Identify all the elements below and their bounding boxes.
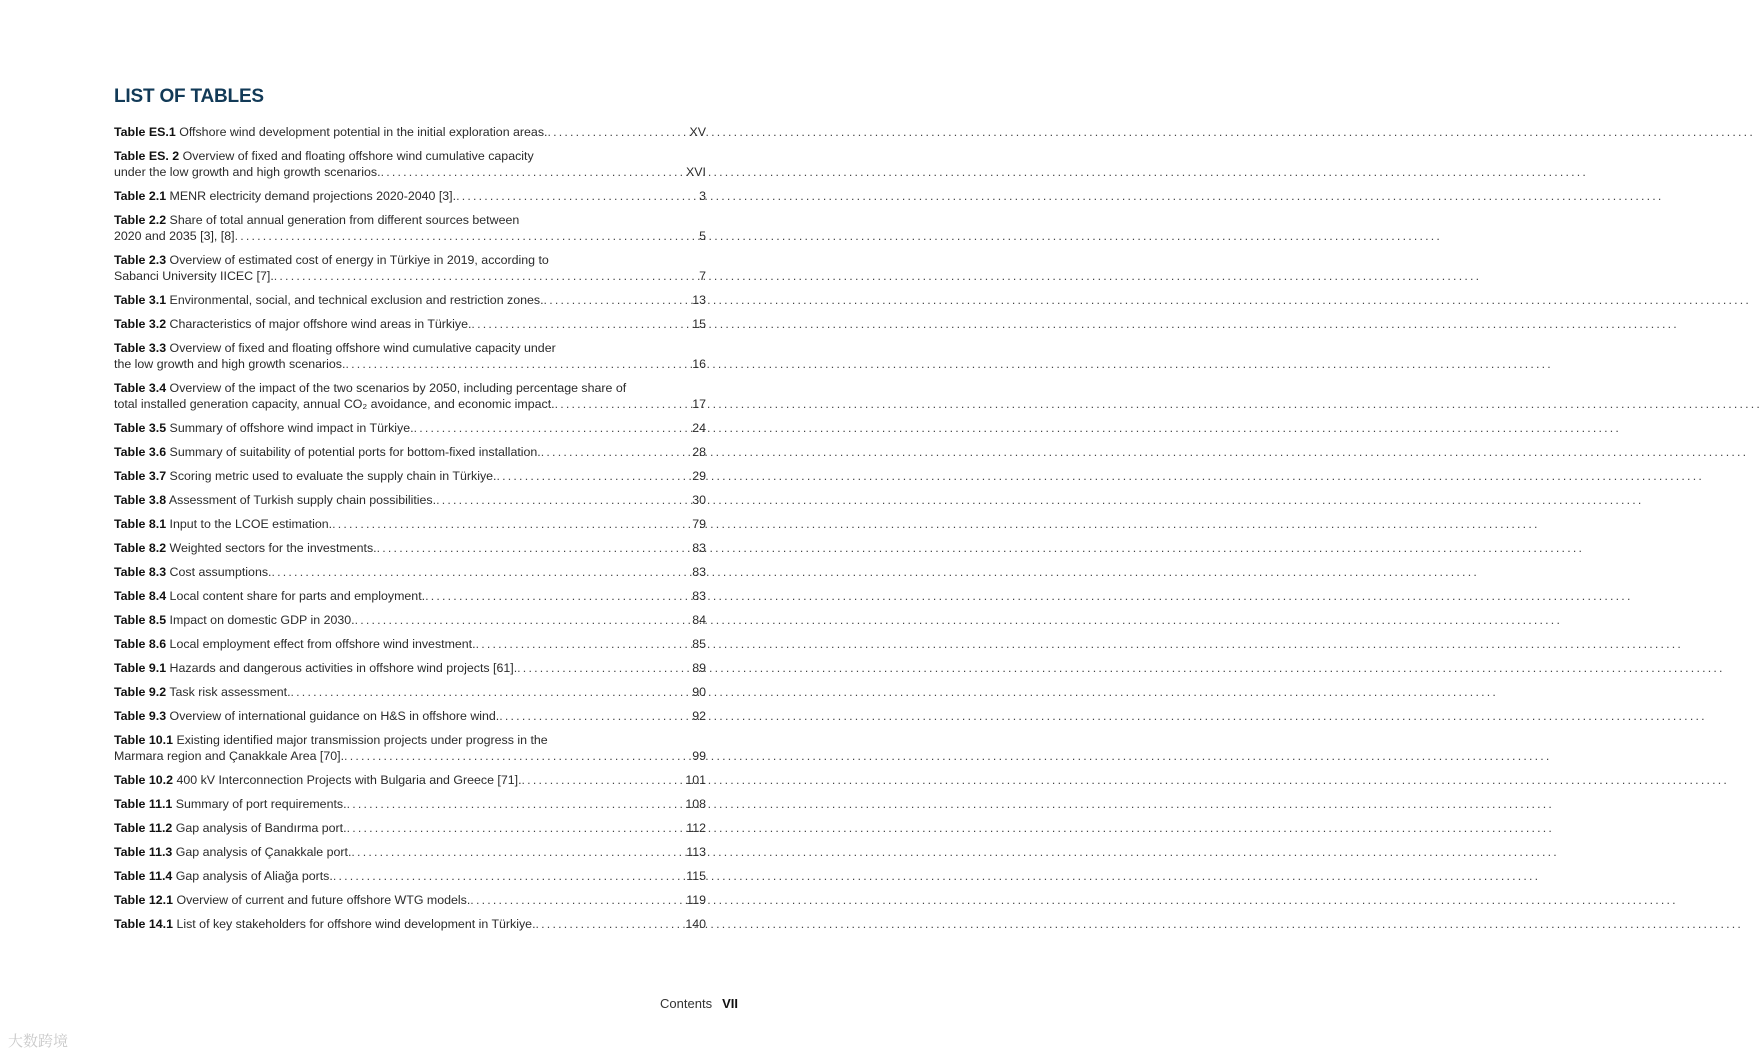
toc-entry[interactable]	[114, 796, 706, 812]
entry-last-line	[114, 748, 706, 764]
entry-page-number: 16	[692, 357, 706, 371]
entry-label: Table 11.1	[114, 797, 173, 811]
toc-entry[interactable]	[114, 540, 706, 556]
entry-line	[114, 708, 706, 724]
dot-leader	[381, 164, 685, 180]
entry-label: Table 3.5	[114, 421, 167, 435]
entry-label: Table 11.4	[114, 869, 173, 883]
entry-label: Table 8.5	[114, 613, 167, 627]
entry-title-wrap	[114, 772, 522, 788]
entry-title: 400 kV Interconnection Projects with Bulgaria and Greece [71].	[173, 773, 522, 787]
toc-entry[interactable]	[114, 564, 706, 580]
entry-title-wrap	[114, 820, 347, 836]
entry-title: Overview of current and future offshore WTG models.	[173, 893, 471, 907]
dot-leader	[471, 316, 691, 332]
entry-title-wrap	[114, 564, 271, 580]
entry-title-start: Overview of estimated cost of energy in Türkiye in 2019, according to	[166, 253, 549, 267]
entry-line	[114, 660, 706, 676]
entry-label: Table 3.7	[114, 469, 167, 483]
entry-label: Table 10.2	[114, 773, 174, 787]
toc-entry[interactable]	[114, 124, 706, 140]
entry-first-line	[114, 212, 706, 228]
entry-title-wrap	[114, 612, 355, 628]
entry-title: Characteristics of major offshore wind areas in Türkiye.	[166, 317, 472, 331]
dot-leader	[476, 636, 692, 652]
entry-title-start: Share of total annual generation from different sources between	[166, 213, 520, 227]
entry-page-number: 30	[692, 493, 706, 507]
entry-title-wrap	[114, 660, 517, 676]
entry-label: Table 2.1	[114, 189, 167, 203]
entry-last-line	[114, 228, 706, 244]
entry-title-wrap	[114, 124, 547, 140]
entry-line	[114, 796, 706, 812]
entry-line	[114, 540, 706, 556]
page-footer	[660, 996, 738, 1011]
entry-label: Table 11.3	[114, 845, 173, 859]
entry-page-number: 5	[699, 229, 706, 243]
entry-title: Local content share for parts and employment.	[166, 589, 426, 603]
entry-page-number: 101	[685, 773, 706, 787]
entry-title: Gap analysis of Aliağa ports.	[172, 869, 333, 883]
toc-entry[interactable]	[114, 468, 706, 484]
entry-page-number: 83	[692, 565, 706, 579]
entry-line	[114, 468, 706, 484]
entry-title-wrap	[114, 468, 496, 484]
toc-entry[interactable]	[114, 292, 706, 308]
entry-title: Gap analysis of Çanakkale port.	[172, 845, 352, 859]
toc-entry[interactable]	[114, 772, 706, 788]
toc-entry[interactable]	[114, 380, 706, 412]
dot-leader	[345, 356, 691, 372]
dot-leader	[414, 420, 692, 436]
dot-leader	[522, 772, 685, 788]
toc-entry[interactable]	[114, 148, 706, 180]
entry-title: Sabanci University IICEC [7].	[114, 269, 274, 283]
entry-last-line	[114, 164, 706, 180]
toc-entry[interactable]	[114, 588, 706, 604]
entry-label: Table 11.2	[114, 821, 173, 835]
entry-page-number: 113	[686, 845, 706, 859]
entry-label: Table 14.1	[114, 917, 174, 931]
entry-title: Marmara region and Çanakkale Area [70].	[114, 749, 345, 763]
entry-page-number: 15	[692, 317, 706, 331]
entry-label: Table 3.2	[114, 317, 167, 331]
entry-label: Table 9.1	[114, 661, 167, 675]
entry-title: total installed generation capacity, annual CO₂ avoidance, and economic impact.	[114, 397, 555, 411]
entry-page-number: 7	[699, 269, 706, 283]
toc-entry[interactable]	[114, 892, 706, 908]
dot-leader	[547, 124, 688, 140]
entry-line	[114, 916, 706, 932]
entry-line	[114, 588, 706, 604]
watermark-logo: 大数跨境	[8, 1033, 69, 1050]
entry-line	[114, 188, 706, 204]
entry-label: Table 8.2	[114, 541, 167, 555]
entry-title: Weighted sectors for the investments.	[166, 541, 377, 555]
entry-line	[114, 684, 706, 700]
entry-title-start: Overview of the impact of the two scenarios by 2050, including percentage share of	[166, 381, 627, 395]
toc-entry[interactable]	[114, 844, 706, 860]
entry-title-wrap	[114, 868, 333, 884]
entry-page-number: 90	[692, 685, 706, 699]
entry-title: Scoring metric used to evaluate the supply chain in Türkiye.	[166, 469, 497, 483]
entry-title: MENR electricity demand projections 2020-2040 [3].	[166, 189, 457, 203]
entry-title-wrap	[114, 516, 332, 532]
entry-label: Table 3.6	[114, 445, 167, 459]
dot-leader	[347, 796, 685, 812]
toc-entry[interactable]	[114, 340, 706, 372]
entry-first-line	[114, 340, 706, 356]
toc-entry[interactable]	[114, 732, 706, 764]
entry-label: Table 3.4	[114, 381, 167, 395]
dot-leader	[456, 188, 698, 204]
entry-title-wrap	[114, 684, 291, 700]
entry-title: Task risk assessment.	[166, 685, 291, 699]
entry-label: Table ES.1	[114, 125, 176, 139]
dot-leader	[351, 844, 685, 860]
entry-title-start: Existing identified major transmission projects under progress in the	[173, 733, 548, 747]
entry-title: Assessment of Turkish supply chain possibilities.	[166, 493, 437, 507]
entry-title-wrap	[114, 892, 470, 908]
entry-title: Summary of port requirements.	[172, 797, 347, 811]
entry-label: Table 8.3	[114, 565, 167, 579]
entry-line	[114, 444, 706, 460]
dot-leader	[544, 292, 692, 308]
footer-section-label: Contents	[660, 996, 713, 1011]
table-of-contents	[114, 124, 706, 940]
entry-page-number: 3	[699, 189, 706, 203]
toc-entry[interactable]	[114, 684, 706, 700]
entry-line	[114, 564, 706, 580]
entry-label: Table ES. 2	[114, 149, 180, 163]
entry-title-start: Overview of fixed and floating offshore wind cumulative capacity under	[166, 341, 556, 355]
entry-title-wrap	[114, 444, 541, 460]
toc-entry[interactable]	[114, 516, 706, 532]
entry-title-wrap	[114, 316, 471, 332]
entry-page-number: 89	[692, 661, 706, 675]
entry-line	[114, 868, 706, 884]
entry-title: Hazards and dangerous activities in offshore wind projects [61].	[166, 661, 518, 675]
entry-line	[114, 636, 706, 652]
entry-title-start: Overview of fixed and floating offshore wind cumulative capacity	[179, 149, 534, 163]
entry-label: Table 9.2	[114, 685, 167, 699]
dot-leader	[470, 892, 685, 908]
entry-title: Offshore wind development potential in the initial exploration areas.	[175, 125, 548, 139]
entry-title: Environmental, social, and technical exclusion and restriction zones.	[166, 293, 544, 307]
dot-leader	[555, 396, 692, 412]
entry-page-number: 29	[692, 469, 706, 483]
dot-leader	[235, 228, 699, 244]
entry-title-wrap	[114, 708, 499, 724]
entry-page-number: 85	[692, 637, 706, 651]
dot-leader	[425, 588, 691, 604]
entry-title-wrap	[114, 540, 377, 556]
entry-label: Table 8.6	[114, 637, 167, 651]
entry-first-line	[114, 148, 706, 164]
entry-page-number: 99	[692, 749, 706, 763]
entry-page-number: 92	[692, 709, 706, 723]
entry-title-wrap	[114, 844, 351, 860]
toc-entry[interactable]	[114, 444, 706, 460]
entry-label: Table 3.1	[114, 293, 167, 307]
entry-page-number: 28	[692, 445, 706, 459]
entry-title: Impact on domestic GDP in 2030.	[166, 613, 355, 627]
dot-leader	[517, 660, 691, 676]
entry-title-wrap	[114, 492, 436, 508]
toc-entry[interactable]	[114, 916, 706, 932]
entry-title: Cost assumptions.	[166, 565, 272, 579]
dot-leader	[291, 684, 692, 700]
entry-line	[114, 492, 706, 508]
entry-first-line	[114, 380, 706, 396]
toc-entry[interactable]	[114, 316, 706, 332]
entry-page-number: XVI	[686, 165, 706, 179]
dot-leader	[499, 708, 691, 724]
entry-line	[114, 516, 706, 532]
entry-page-number: 108	[685, 797, 706, 811]
entry-line	[114, 892, 706, 908]
entry-last-line	[114, 356, 706, 372]
entry-page-number: XV	[689, 125, 706, 139]
entry-label: Table 10.1	[114, 733, 174, 747]
entry-last-line	[114, 396, 706, 412]
entry-title-wrap	[114, 796, 347, 812]
entry-label: Table 2.2	[114, 213, 167, 227]
dot-leader	[377, 540, 692, 556]
dot-leader	[536, 916, 685, 932]
dot-leader	[333, 868, 685, 884]
dot-leader	[496, 468, 691, 484]
entry-label: Table 3.3	[114, 341, 167, 355]
entry-label: Table 3.8	[114, 493, 167, 507]
toc-entry[interactable]	[114, 636, 706, 652]
entry-title-wrap	[114, 588, 425, 604]
entry-page-number: 17	[692, 397, 706, 411]
entry-title: List of key stakeholders for offshore wind development in Türkiye.	[173, 917, 536, 931]
entry-title: 2020 and 2035 [3], [8]	[114, 229, 235, 243]
entry-label: Table 12.1	[114, 893, 174, 907]
entry-line	[114, 820, 706, 836]
entry-label: Table 8.1	[114, 517, 167, 531]
entry-page-number: 83	[692, 541, 706, 555]
entry-page-number: 84	[692, 613, 706, 627]
entry-title: Local employment effect from offshore wind investment.	[166, 637, 476, 651]
entry-title: Overview of international guidance on H&S in offshore wind.	[166, 709, 500, 723]
toc-entry[interactable]	[114, 420, 706, 436]
entry-first-line	[114, 252, 706, 268]
entry-title: the low growth and high growth scenarios.	[114, 357, 346, 371]
entry-line	[114, 772, 706, 788]
entry-page-number: 112	[686, 821, 706, 835]
page-title: LIST OF TABLES	[114, 86, 264, 107]
entry-title-wrap	[114, 916, 536, 932]
dot-leader	[347, 820, 686, 836]
dot-leader	[332, 516, 691, 532]
entry-first-line	[114, 732, 706, 748]
entry-line	[114, 316, 706, 332]
entry-title-wrap	[114, 636, 476, 652]
toc-entry[interactable]	[114, 612, 706, 628]
entry-label: Table 9.3	[114, 709, 167, 723]
entry-line	[114, 420, 706, 436]
dot-leader	[541, 444, 691, 460]
toc-entry[interactable]	[114, 492, 706, 508]
entry-title: under the low growth and high growth scenarios.	[114, 165, 381, 179]
entry-page-number: 83	[692, 589, 706, 603]
entry-label: Table 8.4	[114, 589, 167, 603]
dot-leader	[355, 612, 692, 628]
entry-page-number: 115	[686, 869, 706, 883]
toc-entry[interactable]	[114, 212, 706, 244]
toc-entry[interactable]	[114, 252, 706, 284]
entry-title: Summary of suitability of potential ports for bottom-fixed installation.	[166, 445, 541, 459]
dot-leader	[436, 492, 691, 508]
entry-title-wrap	[114, 420, 414, 436]
entry-line	[114, 292, 706, 308]
entry-page-number: 13	[692, 293, 706, 307]
toc-entry[interactable]	[114, 868, 706, 884]
dot-leader	[271, 564, 691, 580]
entry-line	[114, 124, 706, 140]
entry-line	[114, 844, 706, 860]
entry-title: Summary of offshore wind impact in Türkiye.	[166, 421, 414, 435]
entry-line	[114, 612, 706, 628]
toc-entry[interactable]	[114, 188, 706, 204]
entry-page-number: 24	[692, 421, 706, 435]
toc-entry[interactable]	[114, 708, 706, 724]
dot-leader	[344, 748, 691, 764]
entry-title: Input to the LCOE estimation.	[166, 517, 333, 531]
entry-title-wrap	[114, 292, 544, 308]
entry-page-number: 140	[685, 917, 706, 931]
entry-title-wrap	[114, 188, 456, 204]
entry-title: Gap analysis of Bandırma port.	[172, 821, 347, 835]
toc-entry[interactable]	[114, 660, 706, 676]
entry-last-line	[114, 268, 706, 284]
entry-page-number: 119	[686, 893, 706, 907]
entry-page-number: 79	[692, 517, 706, 531]
page-number: VII	[722, 996, 738, 1011]
entry-label: Table 2.3	[114, 253, 167, 267]
dot-leader	[274, 268, 698, 284]
toc-entry[interactable]	[114, 820, 706, 836]
